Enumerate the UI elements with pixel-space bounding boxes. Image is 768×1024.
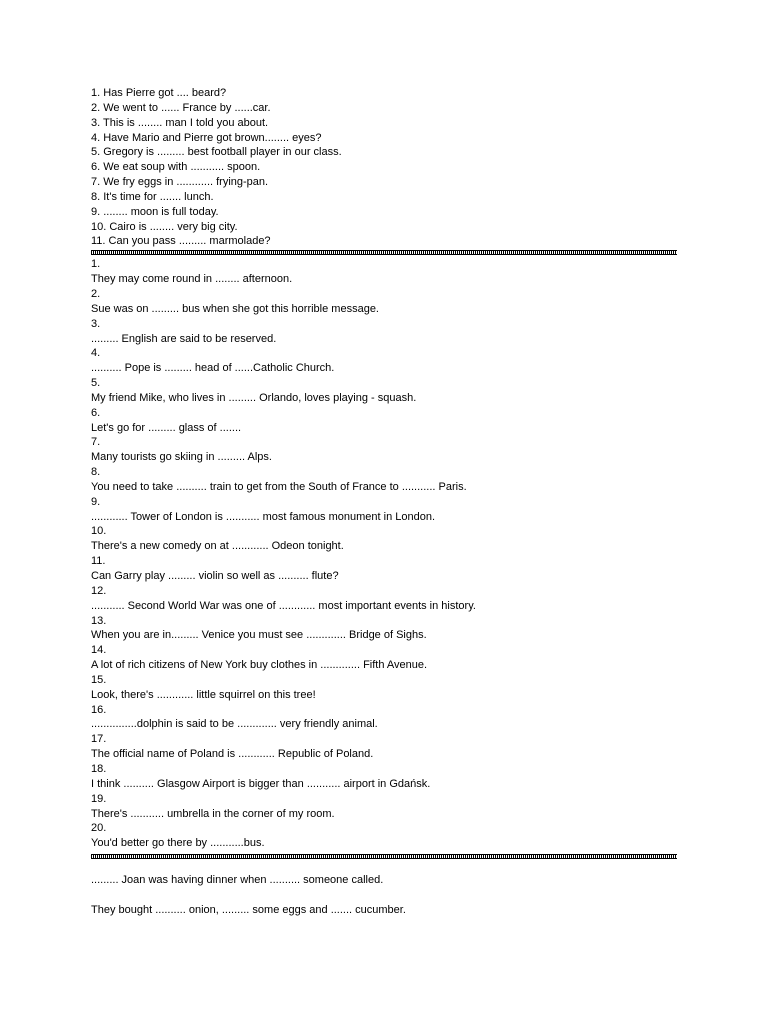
question-1-1: 1. Has Pierre got .... beard? — [91, 87, 227, 99]
question-text: Sue was on ......... bus when she got this horrible message. — [91, 302, 379, 315]
question-number: 2. — [91, 287, 101, 300]
question-text: ........... Second World War was one of ............ most important events in history. — [91, 599, 476, 612]
question-number: 17. — [91, 733, 107, 746]
question-text: Let's go for ......... glass of ....... — [91, 421, 242, 434]
question-1-9: 9. ........ moon is full today. — [91, 205, 219, 218]
question-number: 4. — [91, 347, 101, 360]
question-number: 12. — [91, 584, 107, 597]
question-text: ...............dolphin is said to be ............. very friendly animal. — [91, 718, 378, 731]
question-number: 8. — [91, 466, 101, 479]
section-1 — [91, 86, 677, 249]
question-text: There's ........... umbrella in the corner of my room. — [91, 807, 335, 820]
question-text: They may come round in ........ afternoon. — [91, 273, 293, 286]
question-number: 7. — [91, 436, 101, 449]
question-number: 1. — [91, 258, 101, 271]
section-divider — [91, 250, 677, 255]
question-1-5: 5. Gregory is ......... best football player in our class. — [91, 146, 342, 159]
question-1-11: 11. Can you pass ......... marmolade? — [91, 235, 271, 248]
question-1-6: 6. We eat soup with ........... spoon. — [91, 161, 261, 174]
section-divider — [91, 854, 677, 859]
question-1-8: 8. It's time for ....... lunch. — [91, 190, 214, 203]
question-text: Look, there's ............ little squirrel on this tree! — [91, 688, 316, 701]
question-number: 3. — [91, 317, 101, 330]
sentence-1: ......... Joan was having dinner when .......... someone called. — [91, 874, 384, 887]
question-number: 20. — [91, 822, 107, 835]
question-text: When you are in......... Venice you must see ............. Bridge of Sighs. — [91, 629, 427, 642]
worksheet — [91, 86, 677, 918]
question-1-10: 10. Cairo is ........ very big city. — [91, 220, 238, 233]
question-number: 19. — [91, 792, 107, 805]
question-text: You need to take .......... train to get from the South of France to ........... Paris. — [91, 480, 467, 493]
question-1-4: 4. Have Mario and Pierre got brown........ eyes? — [91, 131, 322, 144]
question-text: You'd better go there by ...........bus. — [91, 837, 265, 850]
question-text: My friend Mike, who lives in ......... Orlando, loves playing - squash. — [91, 391, 417, 404]
question-number: 18. — [91, 762, 107, 775]
question-text: ......... English are said to be reserved. — [91, 332, 277, 345]
question-number: 15. — [91, 673, 107, 686]
question-text: The official name of Poland is ............ Republic of Poland. — [91, 748, 374, 761]
question-1-7: 7. We fry eggs in ............ frying-pan. — [91, 176, 269, 189]
question-text: I think .......... Glasgow Airport is bigger than ........... airport in Gdańsk. — [91, 777, 431, 790]
question-text: .......... Pope is ......... head of ......Catholic Church. — [91, 362, 335, 375]
section-3 — [91, 873, 677, 918]
question-number: 13. — [91, 614, 107, 627]
question-text: There's a new comedy on at ............ Odeon tonight. — [91, 540, 344, 553]
question-number: 6. — [91, 406, 101, 419]
question-1-2: 2. We went to ...... France by ......car. — [91, 101, 271, 114]
question-text: Many tourists go skiing in ......... Alps. — [91, 451, 272, 464]
question-number: 10. — [91, 525, 107, 538]
question-text: ............ Tower of London is ........... most famous monument in London. — [91, 510, 436, 523]
question-1-3: 3. This is ........ man I told you about. — [91, 116, 269, 129]
section-2 — [91, 257, 677, 851]
question-number: 14. — [91, 644, 107, 657]
spacer — [91, 888, 677, 903]
question-number: 9. — [91, 495, 101, 508]
question-number: 5. — [91, 377, 101, 390]
question-number: 11. — [91, 555, 106, 568]
sentence-2: They bought .......... onion, ......... some eggs and ....... cucumber. — [91, 903, 406, 916]
question-text: Can Garry play ......... violin so well as .......... flute? — [91, 570, 339, 582]
question-number: 16. — [91, 703, 107, 716]
question-text: A lot of rich citizens of New York buy clothes in ............. Fifth Avenue. — [91, 659, 428, 672]
